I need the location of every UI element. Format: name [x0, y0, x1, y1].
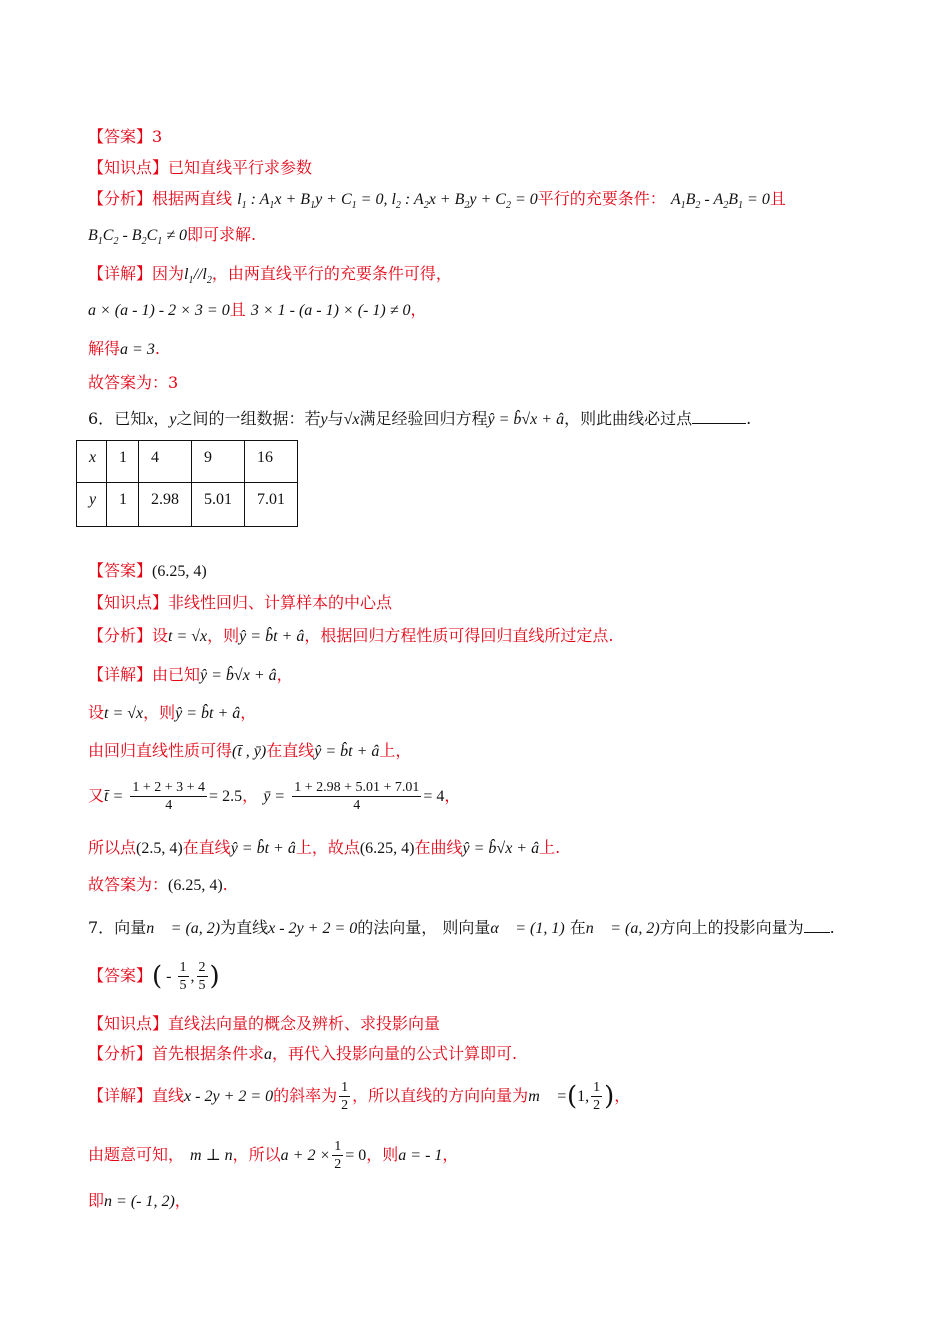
detail-line-5: [88, 263, 452, 292]
detail-line-7: 【详解】直线x - 2y + 2 = 0的斜率为 $\frac{1}{2}$ ，所以直线的方向向量为m⃗ =(1, $\frac{1}{2}$ )，: [88, 1080, 631, 1113]
table-cell: 9: [192, 441, 245, 483]
relation-line-7: 由题意可知， m ⊥ n，所以a + 2 × $\frac{1}{2}$ = 0，则a = - 1，: [88, 1139, 459, 1172]
analysis-text-a: 根据两直线: [152, 189, 233, 208]
table-cell: 1: [107, 441, 139, 483]
final-value: 3: [168, 373, 179, 392]
analysis-label: 【分析】: [88, 189, 153, 208]
detail-label: 【详解】: [88, 665, 153, 684]
y-mean-fraction: [292, 779, 421, 814]
q7-number: 7．: [88, 918, 115, 937]
analysis-line-6: 【分析】设t = √x，则ŷ = b̂t + â，根据回归方程性质可得回归直线所过定点.: [88, 626, 614, 645]
analysis-a: 首先根据条件求: [152, 1044, 265, 1063]
formula-parallel: $l_1//l_2$: [184, 266, 212, 286]
q6-text-f: ，则此曲线必过点: [564, 409, 693, 428]
final-label: 故答案为：: [88, 875, 169, 894]
question-7: 7．向量n⃗ = (a, 2)为直线x - 2y + 2 = 0的法向量， 则向量α⃗ = (1, 1) 在n⃗ = (a, 2)方向上的投影向量为 .: [88, 918, 835, 937]
final-line-6: 故答案为：(6.25, 4).: [88, 875, 228, 894]
table-cell: 1: [107, 483, 139, 527]
detail-a: 由已知: [152, 665, 201, 684]
answer-label: 【答案】: [88, 127, 153, 146]
formula-regression: ŷ = b̂√x + â: [487, 411, 565, 428]
detail-b: 的斜率为: [273, 1086, 338, 1105]
set-b: ，则: [143, 703, 176, 722]
final-value: (6.25, 4): [168, 877, 223, 894]
analysis-line-5b: [88, 224, 256, 253]
answer-line-7: 【答案】( - $\frac{1}{5}$ , $\frac{2}{5}$ ): [88, 960, 220, 993]
so-d: 在曲线: [414, 838, 463, 857]
t-mean-numerator: 1 + 2 + 3 + 4: [132, 780, 206, 795]
table-cell: 4: [139, 441, 192, 483]
prop-a: 由回归直线性质可得: [88, 741, 233, 760]
analysis-text-d: 即可求解.: [187, 225, 257, 244]
solve-line-5: 解得a = 3.: [88, 339, 160, 358]
analysis-line-5: [88, 188, 786, 217]
detail-line-6: 【详解】由已知ŷ = b̂√x + â，: [88, 665, 293, 684]
knowledge-line-5: [88, 157, 312, 179]
formula-eq1: a × (a - 1) - 2 × 3 = 0: [88, 302, 230, 319]
detail-text-a: 因为: [152, 264, 185, 283]
set-a: 设: [88, 703, 105, 722]
analysis-text-c: 且: [769, 189, 786, 208]
analysis-c: ，根据回归方程性质可得回归直线所过定点.: [304, 626, 614, 645]
detail-label: 【详解】: [88, 264, 153, 283]
answer-label: 【答案】: [88, 561, 153, 580]
final-line-7: 即n = (- 1, 2)，: [88, 1191, 191, 1210]
analysis-a: 设: [152, 626, 169, 645]
knowledge-label: 【知识点】: [88, 1014, 169, 1033]
q6-text-e: 满足经验回归方程: [359, 409, 488, 428]
ji-text: 即: [88, 1191, 105, 1210]
table-cell: 2.98: [139, 483, 192, 527]
table-row: [77, 441, 298, 483]
detail-label: 【详解】: [88, 1086, 153, 1105]
answer-blank[interactable]: [804, 918, 830, 933]
formula-a-3: a = 3: [120, 341, 155, 358]
knowledge-line-7: [88, 1013, 440, 1035]
q6-text-b: ，: [153, 409, 170, 428]
table-row: [77, 483, 298, 527]
analysis-line-7: 【分析】首先根据条件求a，再代入投影向量的公式计算即可.: [88, 1044, 518, 1063]
q7-text-a: 向量: [114, 918, 147, 937]
solve-text: 解得: [88, 339, 121, 358]
data-table: [76, 440, 298, 527]
set-line-6: 设t = √x，则ŷ = b̂t + â，: [88, 703, 257, 722]
knowledge-text: 已知直线平行求参数: [168, 158, 313, 177]
question-6: 6．已知x，y之间的一组数据：若y与√x满足经验回归方程ŷ = b̂√x + â，则此曲线必过点 .: [88, 409, 752, 428]
q6-text-end: .: [746, 409, 752, 428]
table-cell: 16: [245, 441, 298, 483]
equation-line-5: a × (a - 1) - 2 × 3 = 0且 3 × 1 - (a - 1) × (- 1) ≠ 0，: [88, 300, 427, 319]
y-mean-denominator: 4: [353, 798, 361, 813]
t-mean-fraction: [130, 779, 207, 814]
detail-text-b: ，由两直线平行的充要条件可得，: [211, 264, 452, 283]
so-c: 上，故点: [295, 838, 360, 857]
knowledge-label: 【知识点】: [88, 593, 169, 612]
again-text: 又: [88, 786, 105, 805]
formula-parallel-cond: $A_1B_2 - A_2B_1 = 0$: [670, 191, 770, 211]
relation-a: 由题意可知，: [88, 1145, 185, 1164]
q7-text-e: 方向上的投影向量为: [659, 918, 804, 937]
row-label: y: [77, 483, 107, 527]
analysis-b: ，再代入投影向量的公式计算即可.: [272, 1044, 518, 1063]
q7-text-d: 在: [569, 918, 586, 937]
q6-text-c: 之间的一组数据：若: [176, 409, 321, 428]
q7-text-end: .: [829, 918, 835, 937]
final-label: 故答案为：: [88, 373, 169, 392]
analysis-label: 【分析】: [88, 626, 153, 645]
prop-b: 在直线: [266, 741, 315, 760]
answer-value: 3: [152, 127, 163, 146]
t-mean-denominator: 4: [165, 798, 173, 813]
answer-line-6: [88, 560, 207, 583]
knowledge-line-6: [88, 592, 392, 614]
formula-eq2: 3 × 1 - (a - 1) × (- 1) ≠ 0: [250, 302, 411, 319]
answer-value: (6.25, 4): [152, 563, 207, 580]
y-mean-numerator: 1 + 2.98 + 5.01 + 7.01: [294, 780, 420, 795]
analysis-b: ，则: [207, 626, 240, 645]
formula-nonequal-cond: $B_1C_2 - B_2C_1 \ne 0$: [88, 227, 188, 247]
q6-number: 6．: [88, 409, 115, 428]
analysis-text-b: 平行的充要条件：: [537, 189, 666, 208]
answer-blank[interactable]: [692, 409, 746, 424]
conclusion-line-6: 所以点(2.5, 4)在直线ŷ = b̂t + â上，故点(6.25, 4)在曲线ŷ = b̂√x + â上.: [88, 838, 561, 857]
final-line-5: [88, 372, 178, 394]
formula-two-lines: $l_1$ : $A_1x + B_1y + C_1 = 0$, $l_2$ : $A_2x + B_2y + C_2 = 0$: [237, 191, 538, 211]
detail-c: ，所以直线的方向向量为: [352, 1086, 529, 1105]
relation-b: ，所以: [232, 1145, 281, 1164]
and-text: 且: [229, 300, 246, 319]
t-mean-value: = 2.5: [209, 788, 243, 805]
answer-line-5: [88, 126, 162, 148]
property-line-6: 由回归直线性质可得(t̄ , ȳ)在直线ŷ = b̂t + â上，: [88, 741, 412, 760]
q7-text-c: 的法向量， 则向量: [357, 918, 491, 937]
table-cell: 5.01: [192, 483, 245, 527]
knowledge-text: 非线性回归、计算样本的中心点: [168, 593, 393, 612]
q7-text-b: 为直线: [220, 918, 269, 937]
row-label: x: [77, 441, 107, 483]
relation-c: ，则: [366, 1145, 399, 1164]
so-e: 上.: [539, 838, 561, 857]
knowledge-text: 直线法向量的概念及辨析、求投影向量: [168, 1014, 441, 1033]
so-a: 所以点: [88, 838, 137, 857]
q6-text-d: 与: [327, 409, 344, 428]
so-b: 在直线: [182, 838, 231, 857]
prop-c: 上，: [379, 741, 412, 760]
detail-a: 直线: [152, 1086, 185, 1105]
answer-label: 【答案】: [88, 966, 153, 985]
table-cell: 7.01: [245, 483, 298, 527]
knowledge-label: 【知识点】: [88, 158, 169, 177]
q6-text-a: 已知: [114, 409, 147, 428]
mean-line-6: 又t̄ = $\frac{1 + 2 + 3 + 4}{4}$ = 2.5， ȳ = $\frac{1 + 2.98 + 5.01 + 7.01}{4}$ = 4，: [88, 780, 461, 813]
y-mean-value: = 4: [423, 788, 445, 805]
analysis-label: 【分析】: [88, 1044, 153, 1063]
